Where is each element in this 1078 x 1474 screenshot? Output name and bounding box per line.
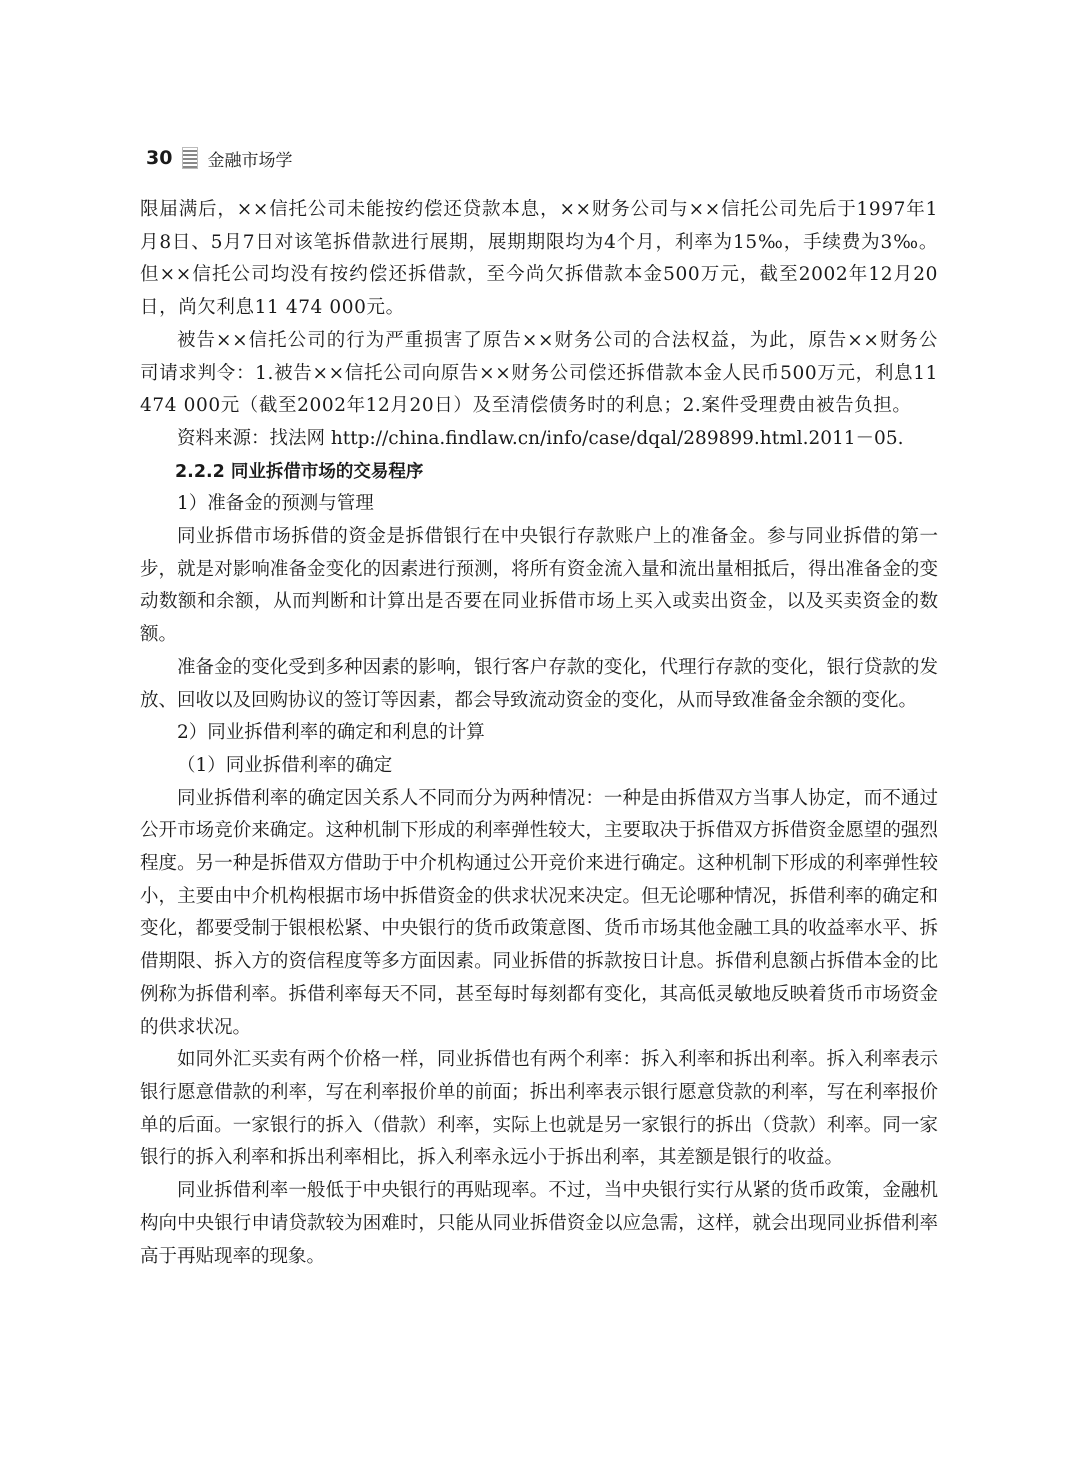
subsection-2-1-heading: （1）同业拆借利率的确定 [177, 754, 393, 776]
page-number: 30 [146, 147, 173, 169]
body-paragraph: 同业拆借利率一般低于中央银行的再贴现率。不过，当中央银行实行从紧的货币政策，金融机构向中央银行申请贷款较为困难时，只能从同业拆借资金以应急需，这样，就会出现同业拆借利率高于再贴现率的现象。 [140, 1180, 938, 1267]
subsection-1-heading: 1）准备金的预测与管理 [177, 493, 374, 515]
subsection-2-heading: 2）同业拆借利率的确定和利息的计算 [177, 722, 485, 744]
body-paragraph: 如同外汇买卖有两个价格一样，同业拆借也有两个利率：拆入利率和拆出利率。拆入利率表示银行愿意借款的利率，写在利率报价单的前面；拆出利率表示银行愿意贷款的利率，写在利率报价单的后面。一家银行的拆入（借款）利率，实际上也就是另一家银行的拆出（贷款）利率。同一家银行的拆入利率和拆出利率相比，拆入利率永远小于拆出利率，其差额是银行的收益。 [140, 1049, 938, 1169]
body-paragraph: 同业拆借利率的确定因关系人不同而分为两种情况：一种是由拆借双方当事人协定，而不通过公开市场竞价来确定。这种机制下形成的利率弹性较大，主要取决于拆借双方拆借资金愿望的强烈程度。另一种是拆借双方借助于中介机构通过公开竞价来进行确定。这种机制下形成的利率弹性较小，主要由中介机构根据市场中拆借资金的供求状况来决定。但无论哪种情况，拆借利率的确定和变化，都要受制于银根松紧、中央银行的货币政策意图、货币市场其他金融工具的收益率水平、拆借期限、拆入方的资信程度等多方面因素。同业拆借的拆款按日计息。拆借利息额占拆借本金的比例称为拆借利率。拆借利率每天不同，甚至每时每刻都有变化，其高低灵敏地反映着货币市场资金的供求状况。 [140, 787, 938, 1038]
header-ornament-icon [182, 147, 198, 169]
page-header [146, 144, 292, 172]
case-paragraph-1: 限届满后，××信托公司未能按约偿还贷款本息，××财务公司与××信托公司先后于1997年1月8日、5月7日对该笔拆借款进行展期，展期期限均为4个月，利率为15‰，手续费为3‰。但××信托公司均没有按约偿还拆借款，至今尚欠拆借款本金500万元，截至2002年12月20日，尚欠利息11 474 000元。 [140, 199, 938, 319]
book-title: 金融市场学 [207, 150, 293, 171]
source-note: 资料来源：找法网 http://china.findlaw.cn/info/case/dqal/289899.html.2011－05. [177, 427, 904, 449]
body-paragraph: 同业拆借市场拆借的资金是拆借银行在中央银行存款账户上的准备金。参与同业拆借的第一步，就是对影响准备金变化的因素进行预测，将所有资金流入量和流出量相抵后，得出准备金的变动数额和余额，从而判断和计算出是否要在同业拆借市场上买入或卖出资金，以及买卖资金的数额。 [140, 526, 938, 646]
section-heading: 2.2.2 同业拆借市场的交易程序 [175, 461, 424, 482]
case-paragraph-2: 被告××信托公司的行为严重损害了原告××财务公司的合法权益，为此，原告××财务公司请求判令：1.被告××信托公司向原告××财务公司偿还拆借款本金人民币500万元，利息11 474 000元（截至2002年12月20日）及至清偿债务时的利息；2.案件受理费由被告负担。 [140, 329, 938, 417]
body-paragraph: 准备金的变化受到多种因素的影响，银行客户存款的变化，代理行存款的变化，银行贷款的发放、回收以及回购协议的签订等因素，都会导致流动资金的变化，从而导致准备金余额的变化。 [140, 656, 938, 711]
page-body [140, 194, 938, 1273]
